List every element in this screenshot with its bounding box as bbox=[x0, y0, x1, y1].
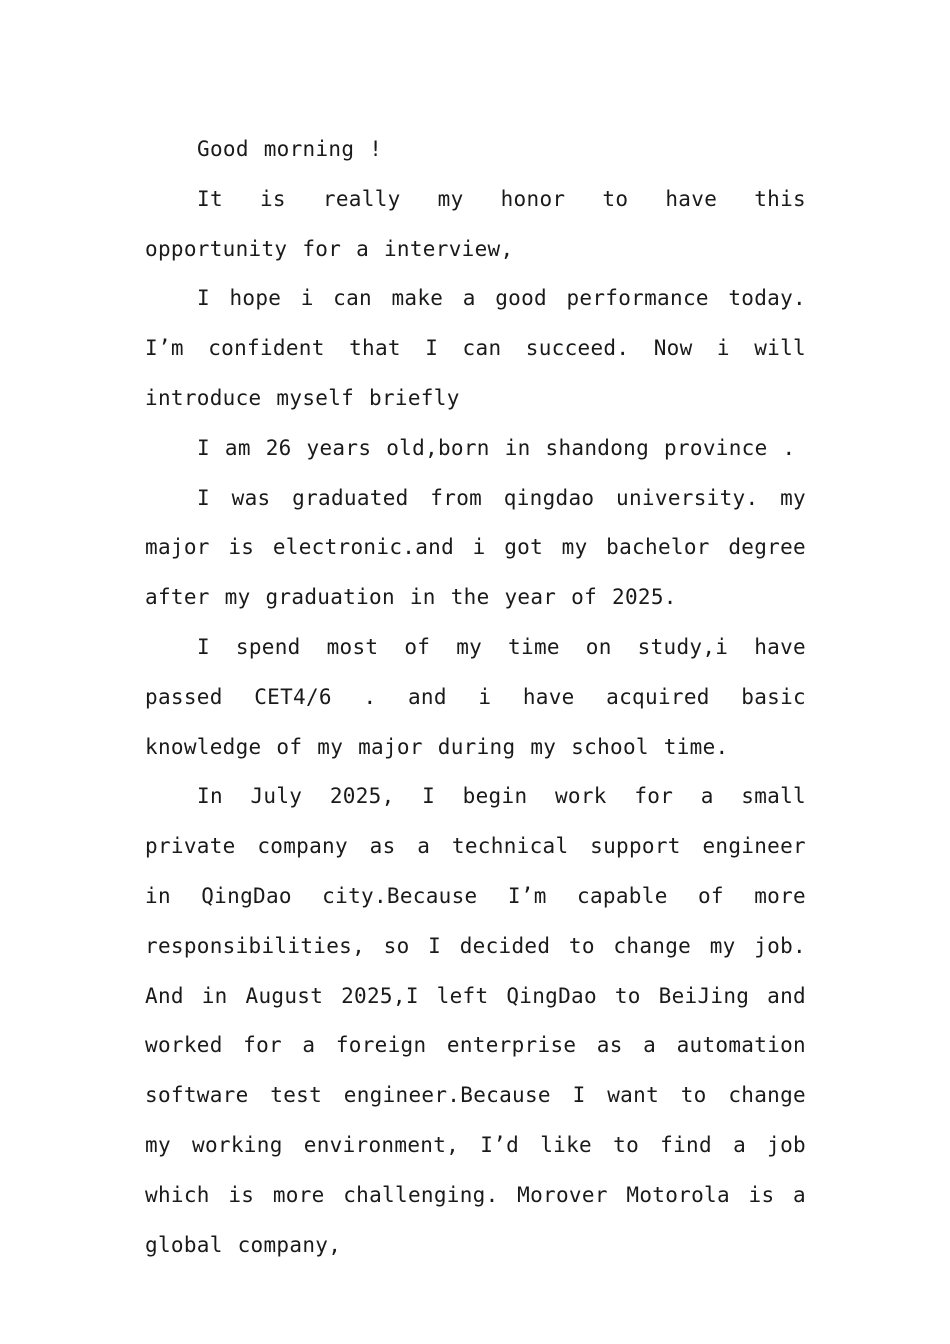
paragraph-greeting: Good morning ! bbox=[197, 137, 383, 161]
paragraph-study: I spend most of my time on study,i have passed CET4/6 . and i have acquired basic knowledge of my major during my school time. bbox=[145, 634, 806, 759]
paragraph-confidence: I hope i can make a good performance today. I’m confident that I can succeed. Now i will introduce myself briefly bbox=[145, 286, 806, 410]
paragraph-education: I was graduated from qingdao university. my major is electronic.and i got my bachelor degree after my graduation in the year of 2025. bbox=[145, 485, 806, 610]
document-body bbox=[145, 125, 806, 1270]
paragraph-age: I am 26 years old,born in shandong province . bbox=[197, 435, 796, 460]
paragraph-honor: It is really my honor to have this opportunity for a interview, bbox=[145, 186, 806, 261]
paragraph-work-history: In July 2025, I begin work for a small private company as a technical support engineer in QingDao city.Because I’m capable of more responsibilities, so I decided to change my job. And in August 2025,I left QingDao to BeiJing and worked for a foreign enterprise as a automation software test engineer.Because I want to change my working environment, I’d like to find a job which is more challenging. Morover Motorola is a global company, bbox=[145, 784, 806, 1257]
